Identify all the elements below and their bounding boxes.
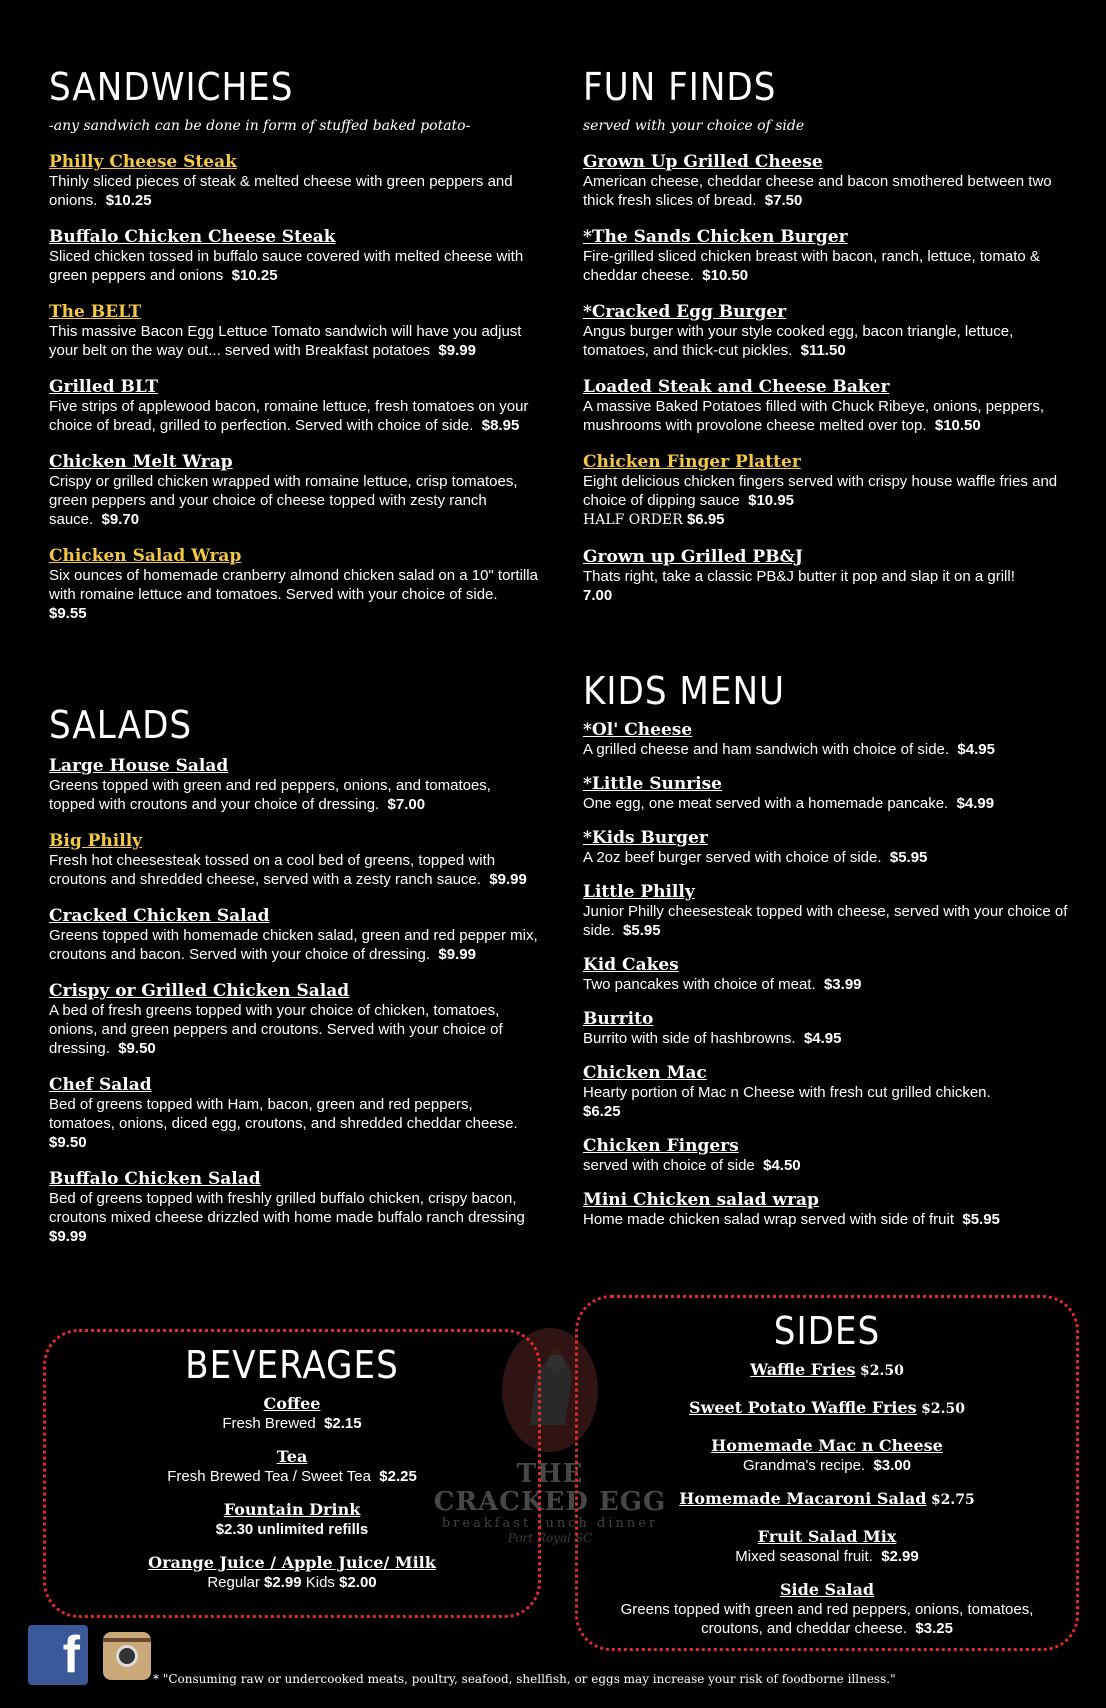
item-desc-text: served with choice of side <box>583 1157 755 1174</box>
item-desc-text: Greens topped with green and red peppers, onions, and tomatoes, topped with croutons and your choice of dressing. <box>49 777 491 813</box>
item-price: $9.50 <box>49 1134 87 1151</box>
item-desc-text: Burrito with side of hashbrowns. <box>583 1030 796 1047</box>
food-safety-disclaimer: * "Consuming raw or undercooked meats, poultry, seafood, shellfish, or eggs may increase your risk of foodborne illness." <box>153 1672 896 1686</box>
item-desc-text: Home made chicken salad wrap served with side of fruit <box>583 1211 955 1228</box>
item-description <box>49 472 539 529</box>
item-price: $5.95 <box>889 849 928 866</box>
section-subtitle-fun-finds: served with your choice of side <box>583 118 805 134</box>
menu-item <box>49 152 539 210</box>
item-price: $2.15 <box>324 1415 362 1432</box>
item-price: $2.25 <box>379 1468 417 1485</box>
item-description <box>583 740 1083 759</box>
item-price: $2.99 <box>264 1574 302 1591</box>
menu-item <box>49 831 539 889</box>
logo-line1: THE <box>516 1459 584 1489</box>
section-title-sandwiches: SANDWICHES <box>49 65 294 109</box>
section-subtitle-sandwiches: -any sandwich can be done in form of stuffed baked potato- <box>49 118 471 134</box>
item-price: $5.95 <box>623 922 661 939</box>
beverages-content <box>46 1332 538 1592</box>
item-name: Homemade Mac n Cheese <box>711 1436 943 1455</box>
item-price: $8.95 <box>481 417 520 434</box>
item-desc-text: Fresh hot cheesesteak tossed on a cool bed of greens, topped with croutons and shredded cheese, served with a zesty ranch sauce. <box>49 852 496 888</box>
item-name: Orange Juice / Apple Juice/ Milk <box>148 1553 436 1572</box>
menu-item <box>49 756 539 814</box>
menu-item <box>49 452 539 529</box>
menu-item <box>583 774 1083 813</box>
item-price: $10.25 <box>231 267 278 284</box>
item-price: $9.99 <box>489 871 527 888</box>
item-desc-text: A grilled cheese and ham sandwich with choice of side. <box>583 741 950 758</box>
facebook-icon[interactable] <box>28 1625 88 1685</box>
item-name: *The Sands Chicken Burger <box>583 227 848 247</box>
item-price: $2.30 unlimited refills <box>215 1521 369 1538</box>
item-price: $10.25 <box>105 192 152 209</box>
item-price-2: $2.00 <box>339 1574 377 1591</box>
item-desc-text: Two pancakes with choice of meat. <box>583 976 816 993</box>
item-description <box>578 1547 1076 1566</box>
item-desc-text: A massive Baked Potatoes filled with Chuck Ribeye, onions, peppers, mushrooms with provolone cheese melted over top. <box>583 398 1045 434</box>
item-name: Sweet Potato Waffle Fries <box>689 1398 917 1417</box>
menu-item <box>578 1360 1076 1380</box>
item-price: $7.50 <box>764 192 803 209</box>
menu-item <box>583 828 1083 867</box>
item-price: $7.00 <box>387 796 426 813</box>
item-description <box>583 567 1083 605</box>
item-description <box>46 1573 538 1592</box>
item-desc-text: Greens topped with homemade chicken salad, green and red pepper mix, croutons and bacon. Served with your choice of dressing. <box>49 927 538 963</box>
menu-item <box>583 302 1083 360</box>
item-name: Chicken Melt Wrap <box>49 452 233 472</box>
item-description <box>583 902 1083 940</box>
item-description <box>583 322 1083 360</box>
item-description <box>49 1189 539 1246</box>
item-price: $2.75 <box>930 1492 975 1508</box>
item-price: $10.95 <box>748 492 795 509</box>
item-description <box>49 397 539 435</box>
item-description <box>583 1029 1083 1048</box>
menu-item <box>49 1075 539 1152</box>
item-description <box>49 322 539 360</box>
item-description <box>578 1600 1076 1638</box>
item-price: $2.99 <box>881 1548 919 1565</box>
item-name: Waffle Fries <box>750 1360 856 1379</box>
logo-tagline: breakfast lunch dinner <box>441 1516 659 1531</box>
item-desc-text: Sliced chicken tossed in buffalo sauce covered with melted cheese with green peppers and onions <box>49 248 524 284</box>
item-desc-text: Crispy or grilled chicken wrapped with romaine lettuce, crisp tomatoes, green peppers and your choice of cheese topped with zesty ranch sauce. <box>49 473 518 528</box>
item-name: Chicken Mac <box>583 1063 707 1083</box>
menu-item <box>578 1489 1076 1509</box>
item-price: $9.55 <box>49 605 87 622</box>
menu-item <box>583 720 1083 759</box>
section-title-salads: SALADS <box>49 703 193 747</box>
item-name: Philly Cheese Steak <box>49 152 237 172</box>
menu-item <box>46 1500 538 1539</box>
item-price: $3.00 <box>873 1457 911 1474</box>
item-description <box>49 851 539 889</box>
item-price: $4.95 <box>803 1030 842 1047</box>
sides-content <box>578 1298 1076 1638</box>
item-description <box>583 172 1083 210</box>
item-price: $6.25 <box>583 1103 621 1120</box>
item-name: Side Salad <box>779 1580 875 1599</box>
item-name: Tea <box>276 1447 308 1466</box>
item-desc-text: A bed of fresh greens topped with your choice of chicken, tomatoes, onions, and green peppers and croutons. Served with your choice of dressing. <box>49 1002 503 1057</box>
menu-item <box>46 1553 538 1592</box>
menu-item <box>49 302 539 360</box>
item-description <box>583 975 1083 994</box>
item-price: $10.50 <box>702 267 749 284</box>
instagram-stripe <box>103 1638 151 1642</box>
item-desc-text: Thats right, take a classic PB&J butter it pop and slap it on a grill! <box>583 568 1015 585</box>
item-price: $3.25 <box>915 1620 953 1637</box>
item-price: $4.50 <box>763 1157 801 1174</box>
item-description <box>49 566 539 623</box>
item-desc-text: Fresh Brewed Tea / Sweet Tea <box>167 1468 371 1485</box>
menu-item <box>578 1527 1076 1566</box>
item-name: Chicken Fingers <box>583 1136 739 1156</box>
item-price: 7.00 <box>583 587 613 604</box>
menu-item <box>49 546 539 623</box>
item-name: Buffalo Chicken Salad <box>49 1169 261 1189</box>
item-name: Burrito <box>583 1009 654 1029</box>
menu-item <box>583 377 1083 435</box>
item-description <box>46 1520 538 1539</box>
item-desc-text: Hearty portion of Mac n Cheese with fresh cut grilled chicken. <box>583 1084 991 1101</box>
item-description <box>583 472 1083 530</box>
item-price: $9.99 <box>438 342 476 359</box>
menu-item <box>583 1063 1083 1121</box>
item-price: $2.50 <box>859 1363 904 1379</box>
item-name: Fountain Drink <box>223 1500 361 1519</box>
item-name: Cracked Chicken Salad <box>49 906 270 926</box>
item-price: $9.99 <box>438 946 476 963</box>
logo-city: Port Royal SC <box>507 1531 593 1545</box>
item-name: Chicken Finger Platter <box>583 452 801 472</box>
menu-item <box>583 152 1083 210</box>
item-desc-text: Bed of greens topped with Ham, bacon, green and red peppers, tomatoes, onions, diced egg, croutons, and shredded cheddar cheese. <box>49 1096 518 1132</box>
item-name: Grilled BLT <box>49 377 159 397</box>
logo-line2: CRACKED EGG <box>433 1487 667 1517</box>
menu-item <box>583 452 1083 530</box>
sides-box <box>575 1295 1079 1651</box>
menu-item <box>49 906 539 964</box>
section-title-fun-finds: FUN FINDS <box>583 65 777 109</box>
section-title-sides: SIDES <box>773 1309 881 1353</box>
kids-menu-section <box>583 669 1083 1244</box>
item-price: $9.99 <box>49 1228 87 1245</box>
item-desc-text: American cheese, cheddar cheese and bacon smothered between two thick fresh slices of bread. <box>583 173 1052 209</box>
item-name: Grown up Grilled PB&J <box>583 547 803 567</box>
menu-item <box>46 1447 538 1486</box>
item-description <box>49 1001 539 1058</box>
item-desc-text: Mixed seasonal fruit. <box>735 1548 873 1565</box>
item-name: *Kids Burger <box>583 828 708 848</box>
item-description <box>583 848 1083 867</box>
menu-item <box>583 1009 1083 1048</box>
menu-item <box>583 547 1083 605</box>
item-desc-text: Thinly sliced pieces of steak & melted cheese with green peppers and onions. <box>49 173 513 209</box>
item-desc-text-2: Kids <box>305 1574 335 1591</box>
item-name: Coffee <box>263 1394 321 1413</box>
item-desc-text: Angus burger with your style cooked egg, bacon triangle, lettuce, tomatoes, and thick-cut pickles. <box>583 323 1014 359</box>
item-description <box>583 397 1083 435</box>
item-description <box>49 172 539 210</box>
item-desc-text: This massive Bacon Egg Lettuce Tomato sandwich will have you adjust your belt on the way out... served with Breakfast potatoes <box>49 323 522 359</box>
menu-item <box>583 1136 1083 1175</box>
sandwiches-section <box>49 65 539 640</box>
item-price: $11.50 <box>800 342 846 359</box>
item-name: Fruit Salad Mix <box>757 1527 897 1546</box>
item-desc-text: Fire-grilled sliced chicken breast with bacon, ranch, lettuce, tomato & cheddar cheese. <box>583 248 1040 284</box>
item-desc-text: Fresh Brewed <box>222 1415 316 1432</box>
item-description <box>583 1156 1083 1175</box>
half-order-label: HALF ORDER <box>583 512 683 528</box>
item-description <box>46 1414 538 1433</box>
item-name: Mini Chicken salad wrap <box>583 1190 819 1210</box>
menu-item <box>583 227 1083 285</box>
item-desc-text: One egg, one meat served with a homemade pancake. <box>583 795 949 812</box>
item-desc-text: Eight delicious chicken fingers served with crispy house waffle fries and choice of dipping sauce <box>583 473 1058 509</box>
item-name: Loaded Steak and Cheese Baker <box>583 377 890 397</box>
item-name: Grown Up Grilled Cheese <box>583 152 823 172</box>
item-desc-text: A 2oz beef burger served with choice of side. <box>583 849 882 866</box>
item-name: Homemade Macaroni Salad <box>679 1489 927 1508</box>
item-description <box>583 794 1083 813</box>
instagram-lens <box>116 1645 138 1667</box>
item-desc-text: Junior Philly cheesesteak topped with cheese, served with your choice of side. <box>583 903 1068 939</box>
item-price: $9.70 <box>101 511 140 528</box>
menu-item <box>49 1169 539 1246</box>
menu-item <box>46 1394 538 1433</box>
item-description <box>46 1467 538 1486</box>
menu-item <box>583 955 1083 994</box>
item-price: $9.50 <box>118 1040 156 1057</box>
item-desc-text: Grandma's recipe. <box>743 1457 866 1474</box>
item-description <box>49 1095 539 1152</box>
item-description <box>49 926 539 964</box>
salads-section <box>49 703 539 1263</box>
item-description <box>49 247 539 285</box>
item-name: Buffalo Chicken Cheese Steak <box>49 227 336 247</box>
item-desc-text: Bed of greens topped with freshly grilled buffalo chicken, crispy bacon, croutons mixed cheese drizzled with home made buffalo ranch dressing <box>49 1190 525 1226</box>
item-name: Large House Salad <box>49 756 229 776</box>
item-name: The BELT <box>49 302 142 322</box>
half-order-price: $6.95 <box>686 511 725 528</box>
item-description <box>49 776 539 814</box>
menu-item <box>49 227 539 285</box>
section-title-kids-menu: KIDS MENU <box>583 669 786 713</box>
beverages-box <box>43 1329 541 1618</box>
item-name: Chef Salad <box>49 1075 152 1095</box>
item-price: $2.50 <box>921 1401 965 1417</box>
menu-item <box>49 377 539 435</box>
item-description <box>583 1210 1083 1229</box>
item-price: $5.95 <box>962 1211 1000 1228</box>
item-name: *Little Sunrise <box>583 774 722 794</box>
item-price: $4.95 <box>957 741 995 758</box>
menu-item <box>49 981 539 1058</box>
instagram-icon[interactable] <box>103 1632 151 1680</box>
menu-item <box>583 1190 1083 1229</box>
item-name: Big Philly <box>49 831 143 851</box>
fun-finds-section <box>583 65 1083 622</box>
menu-item <box>578 1398 1076 1418</box>
item-name: Kid Cakes <box>583 955 679 975</box>
facebook-glyph: f <box>62 1626 80 1684</box>
menu-item <box>583 882 1083 940</box>
item-price: $3.99 <box>823 976 862 993</box>
menu-item <box>578 1580 1076 1638</box>
item-name: Crispy or Grilled Chicken Salad <box>49 981 350 1001</box>
section-title-beverages: BEVERAGES <box>185 1343 399 1387</box>
item-desc-text: Five strips of applewood bacon, romaine lettuce, fresh tomatoes on your choice of bread, grilled to perfection. Served with choice of side. <box>49 398 529 434</box>
item-price: $10.50 <box>934 417 981 434</box>
item-name: *Cracked Egg Burger <box>583 302 787 322</box>
item-description <box>583 1083 1083 1121</box>
item-name: Little Philly <box>583 882 695 902</box>
item-desc-text: Greens topped with green and red peppers, onions, tomatoes, croutons, and cheddar cheese. <box>620 1601 1034 1637</box>
item-price: $4.99 <box>956 795 995 812</box>
item-name: *Ol' Cheese <box>583 720 693 740</box>
item-name: Chicken Salad Wrap <box>49 546 242 566</box>
item-description <box>578 1456 1076 1475</box>
menu-item <box>578 1436 1076 1475</box>
item-desc-text: Regular <box>207 1574 260 1591</box>
item-description <box>583 247 1083 285</box>
item-desc-text: Six ounces of homemade cranberry almond chicken salad on a 10" tortilla with romaine lettuce and tomatoes. Served with your choice of side. <box>49 567 538 603</box>
